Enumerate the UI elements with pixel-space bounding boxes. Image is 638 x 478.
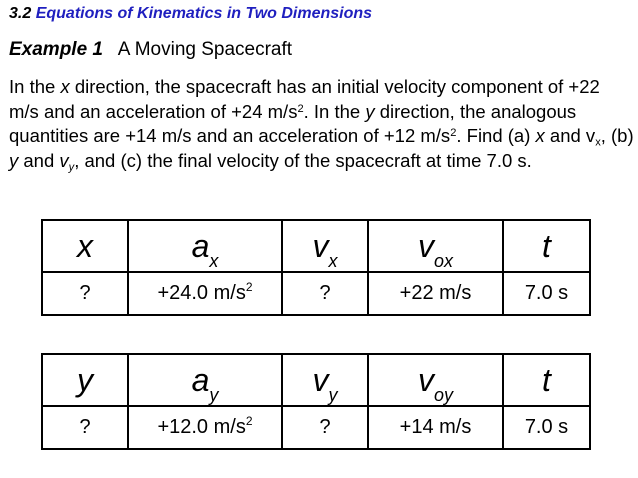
- problem-var: v: [59, 149, 69, 171]
- table-row: [42, 272, 590, 315]
- problem-text: direction, the spacecraft has an initial velocity component of +22 m/s and an acceleration of +24 m/s: [9, 76, 600, 122]
- table-header-row: [42, 220, 590, 272]
- problem-text: . Find (a): [456, 125, 536, 146]
- problem-var: x: [535, 125, 545, 146]
- header-cell: $a_y$: [128, 354, 282, 406]
- header-cell: y: [42, 354, 128, 406]
- header-cell: t: [503, 220, 590, 272]
- value-cell: +12.0 $m/s^2$: [128, 406, 282, 449]
- table-row: [42, 406, 590, 449]
- header-cell: $v_x$: [282, 220, 368, 272]
- value-cell: +22 m/s: [368, 272, 503, 315]
- problem-text: and v: [544, 125, 596, 146]
- value-cell: 7.0 s: [503, 272, 590, 315]
- problem-exponent: 2: [450, 126, 457, 139]
- header-cell: x: [42, 220, 128, 272]
- problem-subscript: x: [595, 136, 601, 149]
- problem-text: direction, the analogous quantities are +14 m/s and an acceleration of +12 m/s: [9, 100, 577, 146]
- problem-text: In the: [9, 76, 61, 97]
- problem-var: y: [9, 149, 19, 171]
- problem-statement: [9, 75, 634, 173]
- problem-var: y: [365, 100, 375, 122]
- problem-text: and: [18, 149, 60, 171]
- header-cell: $a_x$: [128, 220, 282, 272]
- example-title: A Moving Spacecraft: [117, 39, 293, 60]
- value-cell: ?: [282, 406, 368, 449]
- problem-var: x: [60, 76, 70, 97]
- header-cell: t: [503, 354, 590, 406]
- header-cell: $v_y$: [282, 354, 368, 406]
- problem-text: , and (c) the final velocity of the spacecraft at time 7.0 s.: [74, 149, 532, 171]
- value-cell: +14 m/s: [368, 406, 503, 449]
- problem-text: . In the: [303, 100, 366, 122]
- example-label: Example 1: [9, 39, 103, 60]
- problem-exponent: 2: [297, 102, 304, 115]
- header-cell: $v_{ox}$: [368, 220, 503, 272]
- value-cell: ?: [42, 406, 128, 449]
- section-number: 3.2: [9, 5, 32, 22]
- y-direction-table: [41, 353, 591, 450]
- value-cell: +24.0 $m/s^2$: [128, 272, 282, 315]
- header-cell: $v_{oy}$: [368, 354, 503, 406]
- section-title: Equations of Kinematics in Two Dimensions: [35, 5, 373, 22]
- table-header-row: [42, 354, 590, 406]
- problem-text: , (b): [600, 125, 634, 146]
- example-heading: [9, 39, 292, 61]
- section-header: [9, 5, 372, 23]
- value-cell: ?: [42, 272, 128, 315]
- x-direction-table: [41, 219, 591, 316]
- value-cell: ?: [282, 272, 368, 315]
- problem-subscript: y: [68, 160, 75, 173]
- value-cell: 7.0 s: [503, 406, 590, 449]
